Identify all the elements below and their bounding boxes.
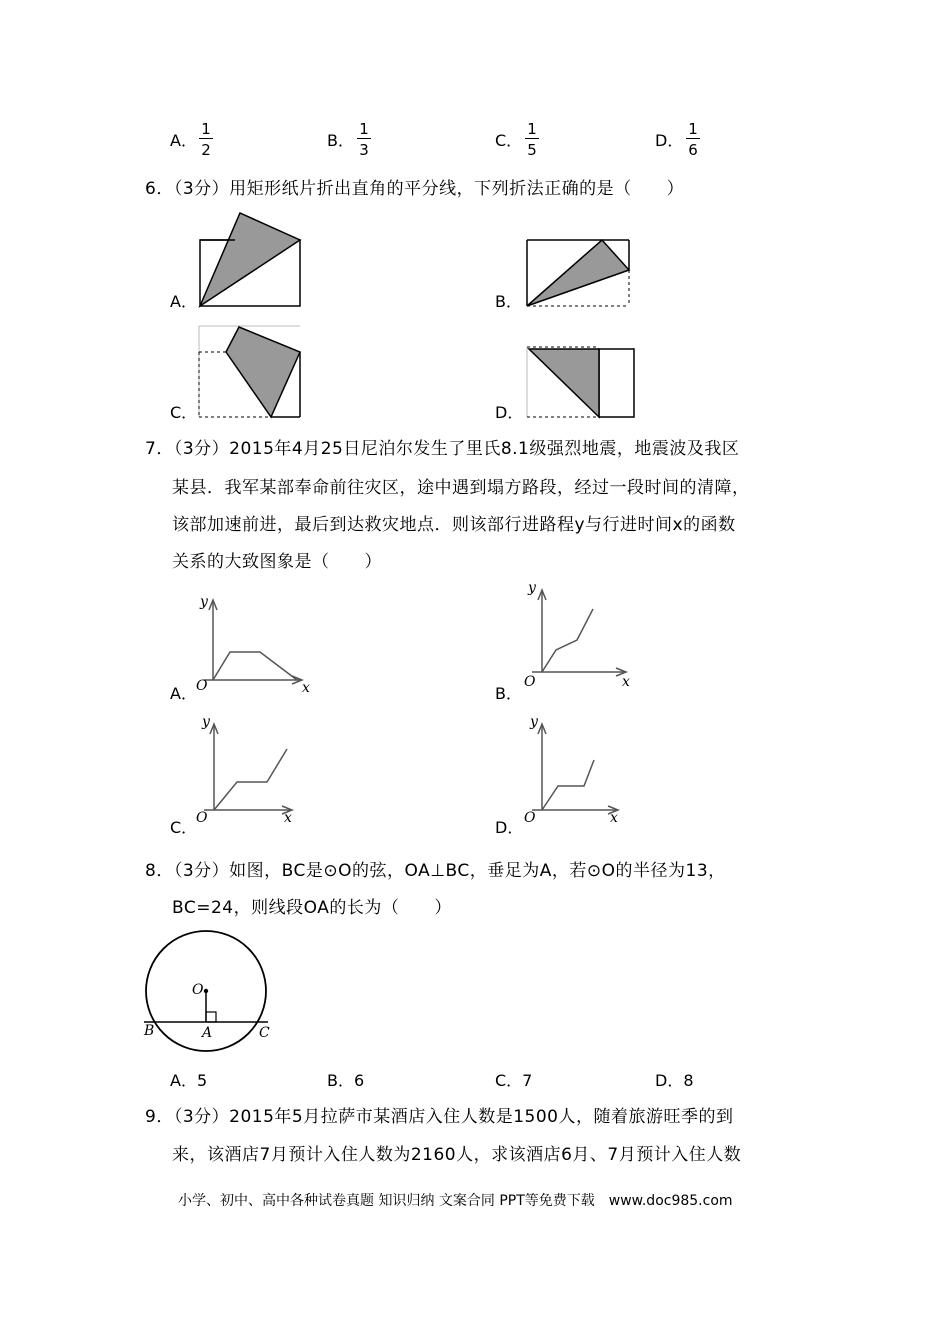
q7d-origin-label: O xyxy=(524,810,536,826)
q6-figure-b xyxy=(522,236,637,311)
q7b-origin-label: O xyxy=(524,674,536,690)
q5-option-c-fraction: 1 5 xyxy=(525,120,539,158)
q8-option-b: B．6 xyxy=(327,1071,365,1090)
q6-figure-c xyxy=(196,322,306,422)
q7-option-d-label: D． xyxy=(495,818,524,837)
q7a-x-label: x xyxy=(302,680,310,696)
q8-label-o: O xyxy=(192,982,204,998)
q8-option-d: D．8 xyxy=(655,1071,694,1090)
q7-line-1: 7．（3分）2015年4月25日尼泊尔发生了里氏8.1级强烈地震，地震波及我区 xyxy=(145,439,740,459)
q7a-origin-label: O xyxy=(196,678,208,694)
q7-line-4: 关系的大致图象是（ ） xyxy=(172,552,382,572)
q8-option-c: C．7 xyxy=(495,1071,533,1090)
q7c-x-label: x xyxy=(284,810,292,826)
q7d-x-label: x xyxy=(610,810,618,826)
q8-line-2: BC=24，则线段OA的长为（ ） xyxy=(172,898,452,918)
q6-figure-a xyxy=(195,210,310,310)
q8-label-a: A xyxy=(202,1025,213,1041)
q7b-x-label: x xyxy=(622,674,630,690)
q6-option-b-label: B． xyxy=(495,292,522,311)
q7-graph-d xyxy=(520,712,630,832)
q7-option-b-label: B． xyxy=(495,684,522,703)
q7b-y-label: y xyxy=(528,580,536,596)
q7c-origin-label: O xyxy=(196,810,208,826)
q5-option-c-label: C． xyxy=(495,131,523,150)
q5-option-d-fraction: 1 6 xyxy=(686,120,700,158)
q5-option-b-fraction: 1 3 xyxy=(357,120,371,158)
q7d-y-label: y xyxy=(530,714,538,730)
q5-option-b-label: B． xyxy=(327,131,354,150)
q8-label-c: C xyxy=(259,1025,270,1041)
q8-option-a: A．5 xyxy=(170,1071,208,1090)
q6-figure-d xyxy=(524,344,639,422)
q7-graph-a xyxy=(190,588,320,698)
q7-line-3: 该部加速前进，最后到达救灾地点．则该部行进路程y与行进时间x的函数 xyxy=(172,515,736,535)
q5-option-a-label: A． xyxy=(170,131,197,150)
q7-option-c-label: C． xyxy=(170,818,198,837)
q6-question-text: 6．（3分）用矩形纸片折出直角的平分线，下列折法正确的是（ ） xyxy=(145,179,685,199)
q8-label-b: B xyxy=(144,1023,155,1039)
q7c-y-label: y xyxy=(202,714,210,730)
q6-option-d-label: D． xyxy=(495,403,524,422)
q7-line-2: 某县．我军某部奉命前往灾区，途中遇到塌方路段，经过一段时间的清障， xyxy=(172,478,750,498)
q5-option-d-label: D． xyxy=(655,131,684,150)
q8-circle-figure xyxy=(140,926,280,1056)
q7-graph-c xyxy=(192,712,302,832)
q7a-y-label: y xyxy=(200,594,208,610)
q6-option-a-label: A． xyxy=(170,292,197,311)
q7-option-a-label: A． xyxy=(170,684,197,703)
page-footer: 小学、初中、高中各种试卷真题 知识归纳 文案合同 PPT等免费下载 www.doc985.com xyxy=(178,1193,733,1209)
q6-option-c-label: C． xyxy=(170,403,198,422)
q8-line-1: 8．（3分）如图，BC是⊙O的弦，OA⊥BC，垂足为A，若⊙O的半径为13， xyxy=(145,861,726,881)
q7-graph-b xyxy=(520,578,640,693)
q9-line-1: 9．（3分）2015年5月拉萨市某酒店入住人数是1500人，随着旅游旺季的到 xyxy=(145,1107,734,1127)
q5-option-a-fraction: 1 2 xyxy=(199,120,213,158)
q9-line-2: 来，该酒店7月预计入住人数为2160人，求该酒店6月、7月预计入住人数 xyxy=(172,1145,742,1165)
